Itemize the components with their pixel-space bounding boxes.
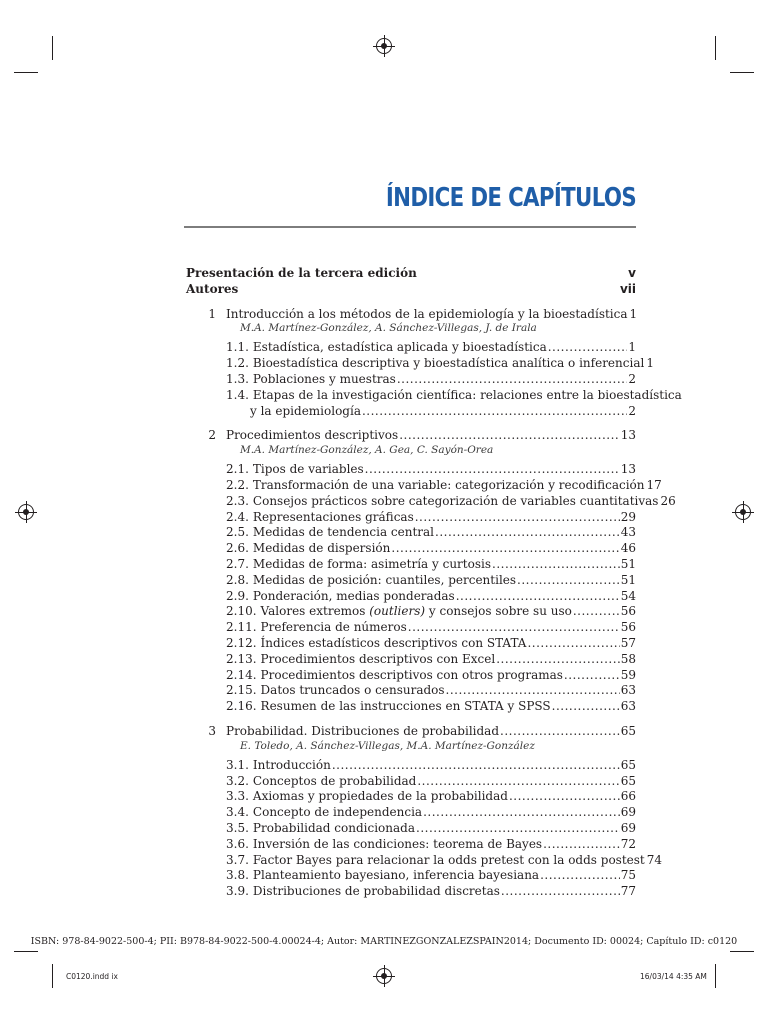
section-row[interactable] [186,652,636,668]
chapter-number: 2 [208,428,216,443]
section-page: 65 [620,773,636,788]
section-number: 2.7. [226,556,249,571]
section-number: 2.14. [226,667,257,682]
section-row[interactable] [186,525,636,541]
section-title: Probabilidad condicionada [252,820,415,835]
section-page: 58 [620,651,636,666]
registration-mark-icon [735,504,751,520]
dot-leader [423,805,620,821]
section-number: 2.9. [226,588,249,603]
section-number: 2.11. [226,620,257,635]
section-title: Medidas de tendencia central [252,525,435,540]
dot-leader [501,884,620,900]
section-title: Conceptos de probabilidad [252,773,417,788]
slug-file: C0120.indd ix [66,972,118,981]
section-page: 74 [646,852,663,867]
section-row[interactable] [186,387,682,404]
dot-leader [492,557,620,573]
section-row[interactable] [186,589,636,605]
section-page: 51 [620,572,636,587]
section-row[interactable] [186,604,636,620]
section-title: Medidas de posición: cuantiles, percentiles [252,572,517,587]
section-number: 2.12. [226,635,257,650]
section-title: Ponderación, medias ponderadas [252,588,455,603]
section-page: 2 [628,403,636,418]
section-number: 3.4. [226,805,249,820]
section-number: 2.1. [226,462,249,477]
chapter-number: 3 [208,723,216,738]
section-number: 2.16. [226,699,257,714]
section-page: 54 [620,588,636,603]
section-title: Medidas de dispersión [252,541,391,556]
spacer [186,298,636,304]
section-row[interactable] [186,683,636,699]
section-page: 65 [620,757,636,772]
dot-leader [415,510,620,526]
registration-mark-icon [376,38,392,54]
section-page: 75 [620,868,636,883]
section-row[interactable] [186,789,636,805]
front-matter-row[interactable] [186,266,636,282]
chapter-authors: E. Toledo, A. Sánchez-Villegas, M.A. Martínez-González [240,739,535,752]
section-row[interactable] [186,510,636,526]
chapter-page: 1 [629,306,638,321]
chapter-page: 13 [620,428,636,443]
dot-leader [391,541,619,557]
section-row[interactable] [186,493,676,510]
section-row[interactable] [186,821,636,837]
section-row[interactable] [186,758,636,774]
section-title: Bioestadística descriptiva y bioestadística analítica o inferencial [252,356,645,371]
section-row[interactable] [186,620,636,636]
dot-leader [564,668,620,684]
dot-leader [456,589,620,605]
section-page: 51 [620,556,636,571]
italic-term: (outliers) [369,604,426,619]
section-title: Datos truncados o censurados [260,683,445,698]
dot-leader [517,573,620,589]
front-matter-row[interactable] [186,282,636,298]
crop-mark [715,36,716,60]
section-page: 66 [620,789,636,804]
section-row[interactable] [186,884,636,900]
dot-leader [399,428,620,444]
section-row[interactable] [186,636,636,652]
chapter-title: Procedimientos descriptivos [226,428,399,443]
section-title: Inversión de las condiciones: teorema de Bayes [252,836,543,851]
front-matter-label: Autores [186,281,239,296]
spacer [186,715,636,721]
section-page: 72 [620,836,636,851]
section-title: Axiomas y propiedades de la probabilidad [252,789,508,804]
section-page: 63 [620,699,636,714]
crop-mark [14,72,38,73]
dot-leader [446,683,620,699]
chapter-row[interactable] [186,307,636,323]
section-row-continued [186,404,636,420]
section-number: 1.3. [226,371,249,386]
section-title: Planteamiento bayesiano, inferencia bayesiana [252,868,540,883]
section-title: Procedimientos descriptivos con otros programas [260,667,563,682]
section-number: 2.15. [226,683,257,698]
section-title: Resumen de las instrucciones en STATA y SPSS [260,699,551,714]
section-title: Distribuciones de probabilidad discretas [252,884,500,899]
section-number: 3.3. [226,789,249,804]
section-page: 69 [620,805,636,820]
section-row[interactable] [186,805,636,821]
dot-leader [548,340,628,356]
front-matter-page: vii [619,281,636,296]
section-page: 17 [646,477,662,492]
section-page: 59 [620,667,636,682]
dot-leader [552,699,620,715]
crop-mark [715,964,716,988]
section-title: Concepto de independencia [252,805,423,820]
section-page: 29 [620,509,636,524]
isbn-footer: ISBN: 978-84-9022-500-4; PII: B978-84-9022-500-4.00024-4; Autor: MARTINEZGONZALEZSPAIN2014; Documento ID: 00024; Capítulo ID: c0120 [30,936,738,947]
section-number: 3.7. [226,852,249,867]
section-number: 2.3. [226,493,249,508]
dot-leader [543,837,620,853]
spacer [186,419,636,425]
registration-mark-icon [376,968,392,984]
section-number: 2.2. [226,477,249,492]
section-row[interactable] [186,557,636,573]
section-row[interactable] [186,372,636,388]
section-number: 2.6. [226,541,249,556]
section-row[interactable] [186,868,636,884]
dot-leader [362,404,627,420]
chapter-title: Introducción a los métodos de la epidemiología y la bioestadística [226,306,628,321]
section-row[interactable] [186,477,662,494]
section-row[interactable] [186,774,636,790]
section-number: 1.1. [226,340,249,355]
section-title: Tipos de variables [252,462,364,477]
section-title: Consejos prácticos sobre categorización de variables cuantitativas [252,493,659,508]
crop-mark [730,951,754,952]
section-row[interactable] [186,340,636,356]
section-title: Factor Bayes para relacionar la odds pretest con la odds postest [252,852,645,867]
section-page: 77 [620,884,636,899]
section-page: 56 [620,620,636,635]
registration-mark-icon [18,504,34,520]
section-number: 1.2. [226,356,249,371]
section-title: Transformación de una variable: categorización y recodificación [252,477,645,492]
section-number: 3.6. [226,836,249,851]
section-title: Preferencia de números [260,620,407,635]
section-title: Valores extremos (outliers) y consejos sobre su uso [260,604,572,619]
section-number: 3.8. [226,868,249,883]
section-page: 2 [628,371,636,386]
section-page: 69 [620,820,636,835]
chapter-row[interactable] [186,724,636,740]
crop-mark [52,36,53,60]
section-title: Representaciones gráficas [252,509,414,524]
dot-leader [408,620,620,636]
dot-leader [435,525,620,541]
section-row[interactable] [186,852,663,869]
front-matter-label: Presentación de la tercera edición [186,266,417,280]
section-row[interactable] [186,668,636,684]
section-title: Estadística, estadística aplicada y bioestadística [252,340,547,355]
section-page: 1 [646,356,654,371]
front-matter-page: v [628,266,636,280]
section-row[interactable] [186,462,636,478]
dot-leader [527,636,619,652]
section-number: 2.8. [226,572,249,587]
section-row[interactable] [186,356,654,372]
section-number: 3.1. [226,757,249,772]
section-number: 3.5. [226,820,249,835]
chapter-row[interactable] [186,428,636,444]
section-page: 56 [620,604,636,619]
section-row[interactable] [186,573,636,589]
section-title: Introducción [252,757,331,772]
section-page: 1 [628,340,636,355]
section-title-continued: y la epidemiología [250,403,361,418]
chapter-page: 65 [620,723,636,738]
section-title: Etapas de la investigación científica: relaciones entre la bioestadística [252,387,682,402]
dot-leader [509,789,620,805]
section-number: 1.4. [226,387,249,402]
dot-leader [332,758,620,774]
section-page: 43 [620,525,636,540]
table-of-contents [186,266,682,900]
dot-leader [416,821,620,837]
section-title: Poblaciones y muestras [252,371,396,386]
chapter-title: Probabilidad. Distribuciones de probabilidad [226,723,500,738]
section-page: 46 [620,541,636,556]
section-page: 63 [620,683,636,698]
chapter-authors: M.A. Martínez-González, A. Gea, C. Sayón-Orea [240,444,494,457]
section-title: Procedimientos descriptivos con Excel [260,651,496,666]
slug-timestamp: 16/03/14 4:35 AM [640,972,707,981]
dot-leader [417,774,619,790]
title-rule [184,226,636,228]
section-page: 57 [620,635,636,650]
crop-mark [14,951,38,952]
section-page: 13 [620,462,636,477]
section-number: 2.4. [226,509,249,524]
section-title: Índices estadísticos descriptivos con STATA [260,635,527,650]
chapter-number: 1 [208,306,216,321]
section-row[interactable] [186,699,636,715]
dot-leader [500,724,620,740]
section-row[interactable] [186,541,636,557]
crop-mark [730,72,754,73]
section-row[interactable] [186,837,636,853]
section-number: 2.13. [226,651,257,666]
crop-mark [52,964,53,988]
dot-leader [573,604,620,620]
dot-leader [397,372,628,388]
page-title: ÍNDICE DE CAPÍTULOS [385,183,636,213]
dot-leader [365,462,620,478]
dot-leader [540,868,620,884]
section-number: 2.5. [226,525,249,540]
section-number: 3.9. [226,884,249,899]
dot-leader [496,652,619,668]
section-page: 26 [660,493,676,508]
section-number: 2.10. [226,604,257,619]
chapter-authors: M.A. Martínez-González, A. Sánchez-Villegas, J. de Irala [240,322,537,335]
section-title: Medidas de forma: asimetría y curtosis [252,556,491,571]
section-number: 3.2. [226,773,249,788]
